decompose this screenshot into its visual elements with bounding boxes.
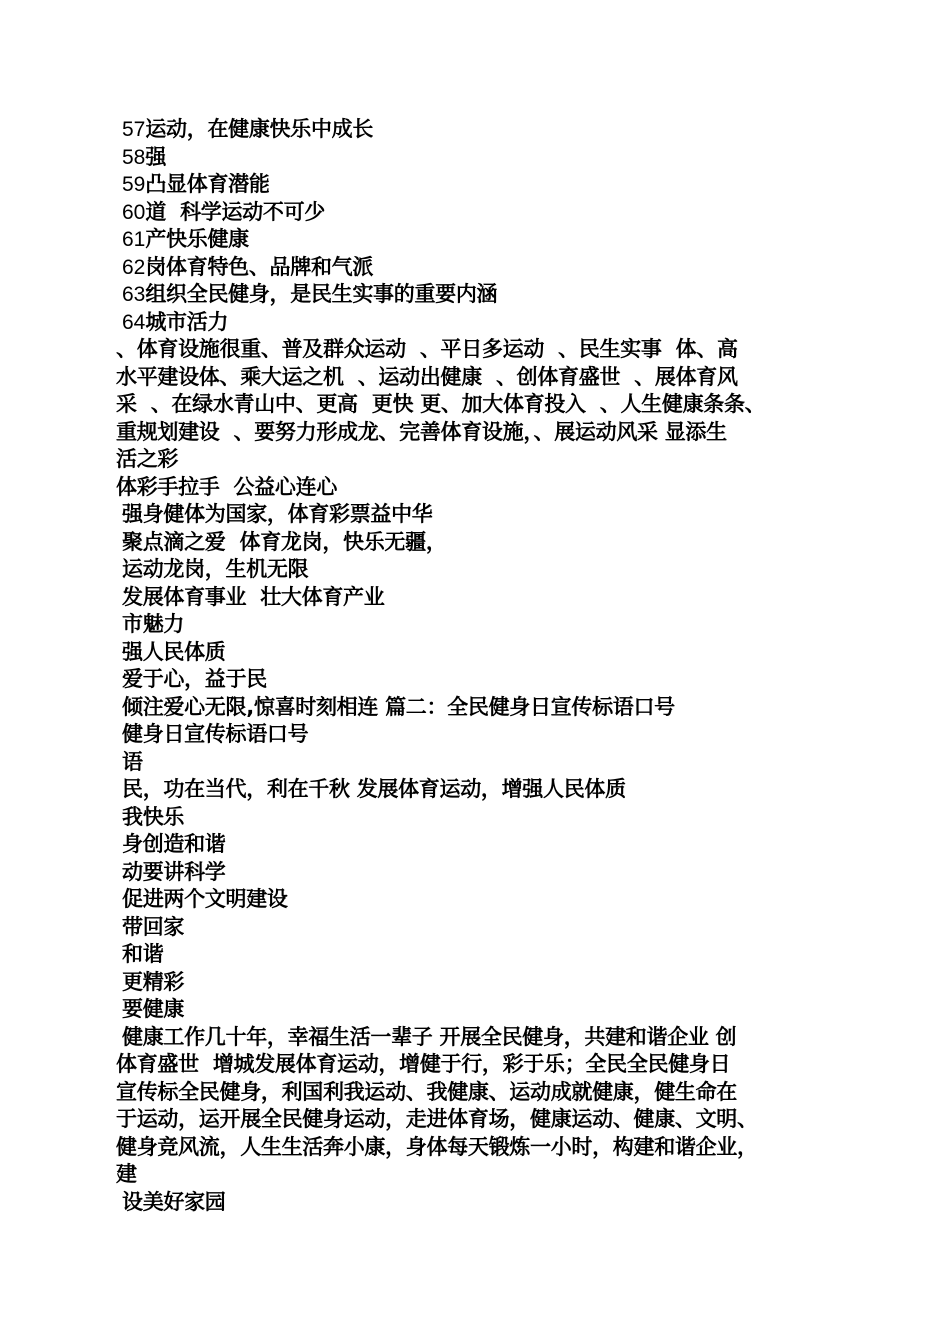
slogan-line: 身创造和谐: [122, 832, 226, 856]
slogan-line: 我快乐: [122, 804, 185, 829]
line-text: 强: [145, 144, 167, 169]
slogan-line: 民，功在当代，利在千秋 发展体育运动，增强人民体质: [122, 777, 626, 801]
slogan-line: 带回家: [122, 914, 185, 939]
section-heading: 体彩手拉手 公益心连心: [116, 474, 338, 499]
line-text: 产快乐健康: [145, 227, 249, 251]
paragraph-line: 、体育设施很重、普及群众运动 、平日多运动 、民生实事 体、高: [116, 337, 738, 361]
paragraph-line: 健身竞风流，人生生活奔小康，身体每天锻炼一小时，构建和谐企业，: [116, 1134, 758, 1159]
slogan-line: 倾注爱心无限,惊喜时刻相连 篇二：全民健身日宣传标语口号: [122, 694, 675, 719]
numbered-line: [116, 144, 846, 172]
paragraph-line: 采 、在绿水青山中、更高 更快 更、加大体育投入 、人生健康条条、: [116, 392, 766, 416]
slogan-line: 爱于心，益于民: [122, 667, 267, 691]
slogan-line: 健身日宣传标语口号: [122, 722, 309, 746]
line-number: 59: [122, 173, 146, 196]
line-number: 58: [122, 145, 146, 169]
paragraph-line: 健康工作几十年，幸福生活一辈子 开展全民健身，共建和谐企业 创: [122, 1024, 737, 1049]
numbered-line: [116, 254, 846, 282]
closing-line: 设美好家园: [122, 1189, 226, 1214]
numbered-line: [116, 226, 846, 254]
slogan-line: 运动龙岗，生机无限: [122, 557, 309, 581]
slogan-line: 促进两个文明建设: [122, 887, 288, 911]
slogan-line: 聚点滴之爱 体育龙岗，快乐无疆，: [122, 529, 447, 554]
numbered-line: [116, 116, 846, 144]
document-body: [116, 116, 846, 1216]
line-text: 岗体育特色、品牌和气派: [145, 254, 374, 279]
slogan-line: 强人民体质: [122, 639, 226, 664]
slogan-line: 强身健体为国家，体育彩票益中华: [122, 502, 433, 526]
line-text: 运动，在健康快乐中成长: [145, 117, 374, 141]
line-text: 城市活力: [145, 309, 229, 334]
line-number: 60: [122, 200, 146, 224]
slogan-line: 发展体育事业 壮大体育产业: [122, 584, 385, 609]
slogan-line: 更精彩: [122, 969, 185, 994]
line-number: 61: [122, 228, 146, 251]
paragraph-line: 于运动，运开展全民健身运动，走进体育场，健康运动、健康、文明、: [116, 1107, 758, 1131]
line-text: 组织全民健身，是民生实事的重要内涵: [145, 282, 498, 306]
slogan-line: 动要讲科学: [122, 859, 226, 884]
line-number: 62: [122, 255, 146, 279]
slogan-line: 和谐: [122, 942, 164, 966]
paragraph-line: 重规划建设 、要努力形成龙、完善体育设施，、展运动风采 显添生: [116, 419, 727, 444]
line-text: 凸显体育潜能: [145, 172, 270, 196]
paragraph-line: 水平建设体、乘大运之机 、运动出健康 、创体育盛世 、展体育风: [116, 364, 738, 389]
slogan-line: 语: [122, 749, 143, 774]
paragraph-line: 建: [116, 1162, 137, 1186]
paragraph-line: 体育盛世 增城发展体育运动，增健于行，彩于乐；全民全民健身日: [116, 1052, 731, 1076]
line-number: 57: [122, 118, 146, 141]
paragraph-line: 宣传标全民健身，利国利我运动、我健康、运动成就健康，健生命在: [116, 1079, 737, 1104]
numbered-line: [116, 199, 846, 227]
line-number: 64: [122, 310, 146, 334]
numbered-line: [116, 309, 846, 337]
numbered-line: [116, 281, 846, 309]
paragraph-line: 活之彩: [116, 447, 179, 471]
line-text: 道 科学运动不可少: [145, 199, 325, 224]
slogan-line: 要健康: [122, 997, 185, 1021]
line-number: 63: [122, 283, 146, 306]
slogan-line: 市魅力: [122, 612, 185, 636]
numbered-line: [116, 171, 846, 199]
